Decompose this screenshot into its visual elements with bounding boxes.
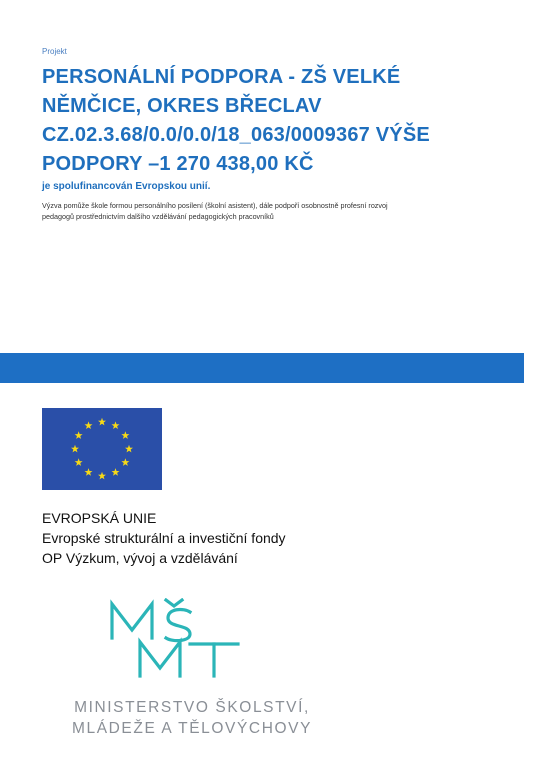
title-line: PERSONÁLNÍ PODPORA - ZŠ VELKÉ bbox=[42, 66, 401, 88]
eu-union-label: EVROPSKÁ UNIE bbox=[42, 510, 157, 526]
title-line: NĚMČICE, OKRES BŘECLAV bbox=[42, 95, 322, 117]
project-label: Projekt bbox=[42, 47, 67, 56]
ministry-line-1: MINISTERSTVO ŠKOLSTVÍ, bbox=[74, 699, 310, 716]
project-title bbox=[42, 63, 512, 179]
description-line: pedagogů prostřednictvím dalšího vzdělávání pedagogických pracovníků bbox=[42, 212, 274, 221]
ministry-name bbox=[42, 697, 342, 739]
ministry-line-2: MLÁDEŽE A TĚLOVÝCHOVY bbox=[71, 720, 313, 737]
eu-funds-label: Evropské strukturální a investiční fondy bbox=[42, 530, 286, 546]
op-program-label: OP Výzkum, vývoj a vzdělávání bbox=[42, 550, 238, 566]
eu-funding-block bbox=[42, 508, 286, 568]
eu-flag-icon bbox=[42, 408, 162, 490]
title-line: PODPORY –1 270 438,00 KČ bbox=[42, 153, 314, 175]
cofinanced-text: je spolufinancován Evropskou unií. bbox=[42, 181, 211, 192]
blue-divider-band bbox=[0, 353, 524, 383]
description-line: Výzva pomůže škole formou personálního posílení (školní asistent), dále podpoří osobnostně profesní rozvoj bbox=[42, 201, 388, 210]
title-line: CZ.02.3.68/0.0/0.0/18_063/0009367 VÝŠE bbox=[42, 124, 430, 146]
msmt-logo-icon bbox=[106, 598, 246, 680]
project-description bbox=[42, 200, 492, 222]
